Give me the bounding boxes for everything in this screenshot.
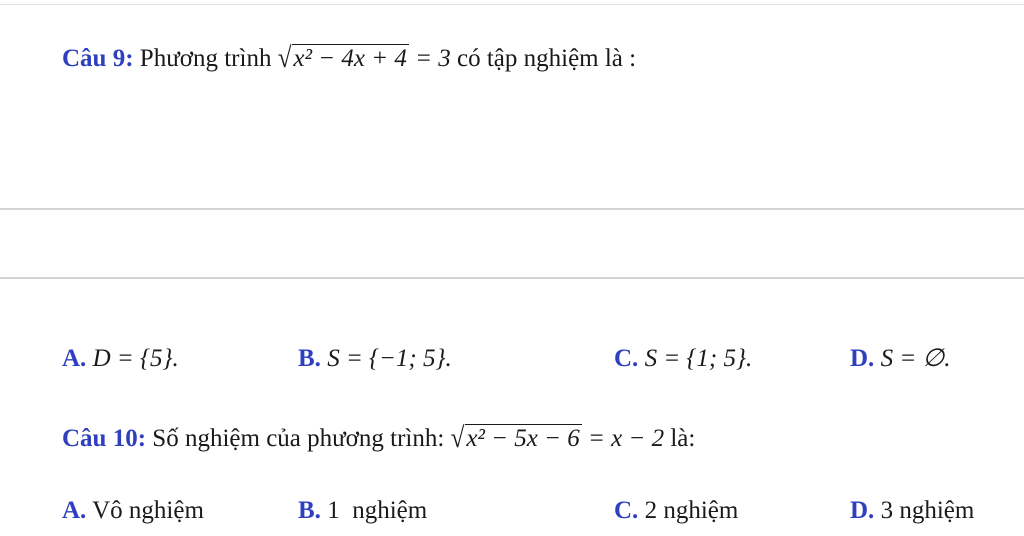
q9-option-b-expr: S = {−1; 5}. [327, 345, 452, 372]
question-10 [62, 424, 695, 454]
q10-option-d[interactable] [850, 496, 974, 526]
question-10-radical [451, 424, 582, 454]
question-9-radicand: x² − 4x + 4 [293, 45, 407, 72]
q9-option-c-expr: S = {1; 5}. [644, 345, 753, 372]
q10-option-d-letter: D. [850, 497, 875, 524]
q9-option-b-letter: B. [298, 345, 321, 372]
sqrt-symbol: √ [277, 42, 292, 74]
question-10-label: Câu 10: [62, 425, 147, 452]
question-9-label: Câu 9: [62, 45, 134, 72]
q10-option-c[interactable] [614, 496, 738, 526]
question-10-text-after: là: [670, 425, 696, 452]
q10-option-b-letter: B. [298, 497, 321, 524]
question-9-radical [278, 44, 409, 74]
question-10-text-before: Số nghiệm của phương trình: [152, 425, 445, 452]
q10-option-a-letter: A. [62, 497, 87, 524]
q10-option-d-text: 3 nghiệm [880, 497, 975, 524]
question-10-radicand: x² − 5x − 6 [466, 425, 580, 452]
q9-option-d-expr: S = ∅. [880, 345, 951, 372]
divider-1 [0, 208, 1024, 210]
question-10-equation-rest: = x − 2 [588, 425, 665, 452]
q10-option-b-text: 1 nghiệm [327, 497, 428, 524]
divider-2 [0, 277, 1024, 279]
q9-option-d-letter: D. [850, 345, 875, 372]
question-9-text-after: có tập nghiệm là : [456, 45, 637, 72]
q10-option-c-letter: C. [614, 497, 639, 524]
q9-option-a-expr: D = {5}. [92, 345, 179, 372]
q10-option-b[interactable] [298, 496, 427, 526]
q10-option-c-text: 2 nghiệm [644, 497, 739, 524]
q9-option-a[interactable] [62, 344, 179, 374]
question-9 [62, 44, 636, 74]
q9-option-c[interactable] [614, 344, 752, 374]
q9-option-c-letter: C. [614, 345, 639, 372]
question-9-text-before: Phương trình [139, 45, 272, 72]
top-divider [0, 4, 1024, 5]
q10-option-a-text: Vô nghiệm [92, 497, 204, 524]
question-9-equation-rest: = 3 [415, 45, 451, 72]
q10-option-a[interactable] [62, 496, 204, 526]
q9-option-a-letter: A. [62, 345, 87, 372]
q9-option-b[interactable] [298, 344, 452, 374]
sqrt-symbol: √ [450, 422, 465, 454]
q9-option-d[interactable] [850, 344, 950, 374]
